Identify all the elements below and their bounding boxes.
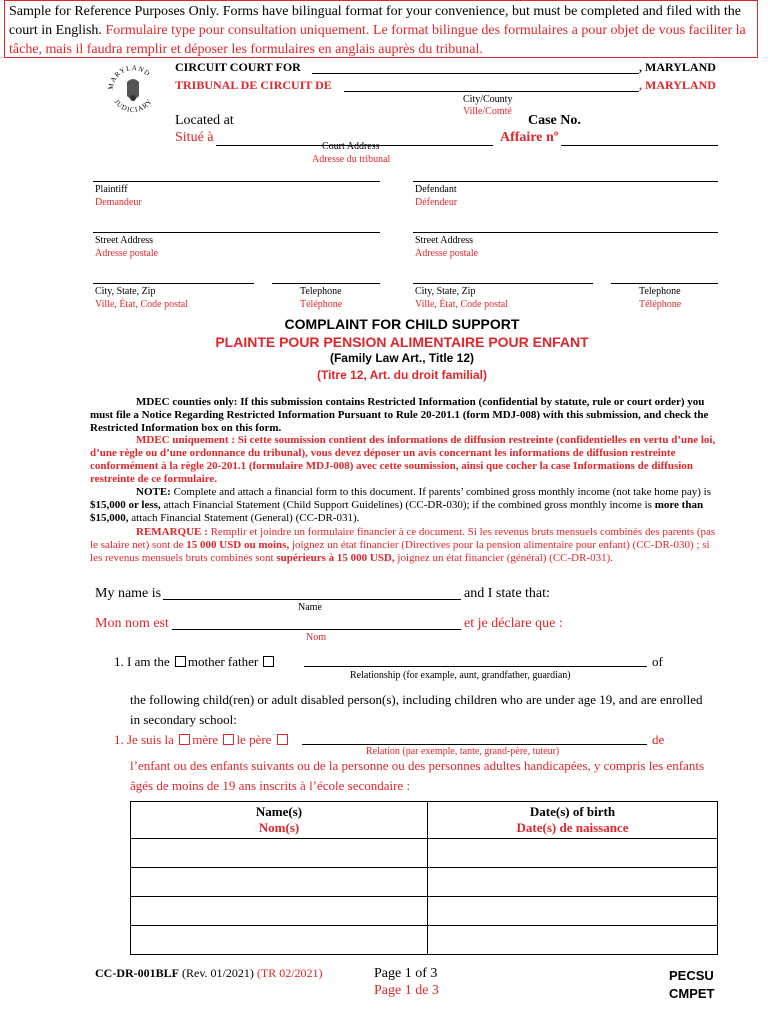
court-county-line[interactable] — [312, 73, 639, 74]
child-name-cell[interactable] — [131, 868, 428, 897]
child-dob-cell[interactable] — [428, 839, 718, 868]
i-state-label: and I state that: — [464, 586, 550, 601]
plaintiff-phone-caption-fr: Téléphone — [300, 299, 343, 310]
mdec-notice-en: MDEC counties only: If this submission contains Restricted Information (confidential by statute, rule or court order) you must file a Notice Regarding Restricted Information Pursuant to Rule 20-201.1 (form MDJ-008) with this submission, and check the Restricted Information box on this form. — [90, 396, 709, 434]
mon-nom-label: Mon nom est — [95, 616, 169, 631]
children-table — [130, 801, 718, 955]
nom-caption: Nom — [306, 632, 326, 643]
child-name-cell[interactable] — [131, 839, 428, 868]
note-threshold-high: more than $15,000, — [90, 499, 704, 524]
defendant-city-line[interactable] — [413, 283, 593, 284]
relation-line[interactable] — [302, 744, 647, 745]
plaintiff-city-caption-fr: Ville, État, Code postal — [95, 299, 188, 310]
note-text-e: attach Financial Statement (General) (CC-DR-031). — [128, 512, 360, 524]
defendeur-caption: Défendeur — [415, 197, 458, 208]
plaintiff-phone-line[interactable] — [272, 283, 380, 284]
father-checkbox[interactable] — [263, 656, 274, 667]
names-header-en: Name(s) — [255, 804, 303, 819]
table-row — [131, 897, 718, 926]
maryland-label-en: , MARYLAND — [639, 60, 716, 74]
defendant-phone-line[interactable] — [611, 283, 718, 284]
plaintiff-street-line[interactable] — [93, 232, 380, 233]
reference-banner — [4, 0, 758, 58]
relation-caption: Relation (par exemple, tante, grand-père, tuteur) — [366, 746, 560, 757]
father-label: father — [227, 654, 259, 669]
court-address-caption-en: Court Address — [322, 141, 380, 152]
plaintiff-city-caption: City, State, Zip — [95, 286, 156, 297]
court-label-fr: TRIBUNAL DE CIRCUIT DE — [175, 78, 332, 92]
maryland-judiciary-seal — [105, 60, 160, 115]
court-label-en: CIRCUIT COURT FOR — [175, 60, 301, 74]
defendant-street-caption-fr: Adresse postale — [415, 248, 479, 259]
pere-label: le père — [236, 732, 272, 747]
demandeur-caption: Demandeur — [95, 197, 142, 208]
plaintiff-line[interactable] — [93, 181, 380, 182]
form-code-cmpet: CMPET — [669, 986, 715, 1001]
form-revision: (Rev. 01/2021) — [179, 966, 254, 980]
table-row — [131, 868, 718, 897]
note-en — [90, 486, 720, 525]
relationship-caption: Relationship (for example, aunt, grandfather, guardian) — [350, 670, 571, 681]
nom-input-line[interactable] — [172, 629, 461, 630]
child-name-cell[interactable] — [131, 926, 428, 955]
form-code-line — [95, 966, 323, 981]
defendant-phone-caption: Telephone — [639, 286, 681, 297]
plaintiff-street-caption: Street Address — [95, 235, 154, 246]
situe-label: Situé à — [175, 130, 214, 145]
mere-label: mère — [192, 732, 219, 747]
form-translation-revision: (TR 02/2021) — [253, 966, 323, 980]
child-dob-cell[interactable] — [428, 868, 718, 897]
names-header-fr: Nom(s) — [258, 820, 300, 835]
table-row — [131, 839, 718, 868]
note-text-c: attach Financial Statement (Child Support Guidelines) (CC-DR-030); if the combined gross monthly income is — [160, 499, 655, 511]
mere-checkbox[interactable] — [179, 734, 190, 745]
dob-header-en: Date(s) of birth — [529, 804, 616, 819]
maryland-label-fr: , MARYLAND — [639, 78, 716, 92]
form-code: CC-DR-001BLF — [95, 966, 179, 980]
table-row — [131, 926, 718, 955]
plaintiff-street-caption-fr: Adresse postale — [95, 248, 159, 259]
note-threshold-low: $15,000 or less, — [90, 499, 161, 511]
dob-header — [428, 802, 718, 839]
seal-top-text: MARYLAND — [106, 63, 153, 91]
defendant-city-caption: City, State, Zip — [415, 286, 476, 297]
seal-bottom-text: JUDICIARY — [112, 97, 155, 115]
located-at-label: Located at — [175, 113, 234, 128]
plaintiff-city-line[interactable] — [93, 283, 254, 284]
plaintiff-phone-caption: Telephone — [300, 286, 342, 297]
relationship-line[interactable] — [304, 666, 647, 667]
pere-checkbox[interactable] — [277, 734, 288, 745]
my-name-label: My name is — [95, 586, 162, 601]
affaire-label: Affaire nº — [500, 130, 559, 145]
names-header — [131, 802, 428, 839]
page-number-fr: Page 1 de 3 — [374, 983, 439, 998]
form-subtitle-en: (Family Law Art., Title 12) — [329, 351, 475, 365]
pere-checkbox-left[interactable] — [223, 734, 234, 745]
plaintiff-caption: Plaintiff — [95, 184, 128, 195]
defendant-street-line[interactable] — [413, 232, 718, 233]
defendant-street-caption: Street Address — [415, 235, 474, 246]
form-code-pecsu: PECSU — [669, 968, 714, 983]
case-number-line[interactable] — [561, 145, 718, 146]
mdec-notice-fr: MDEC uniquement : Si cette soumission contient des informations de diffusion restreinte (confidentielles en vertu d’une loi, d’une règle ou d’une ordonnance du tribunal), vous devez déposer un avis concernant les informations de diffusion restreinte conformément à la règle 20-201.1 (formulaire MDJ-008) avec cette soumission, ainsi que cocher la case Informations de diffusion restreinte de ce formulaire. — [90, 434, 716, 485]
item1-text-fr: l’enfant ou des enfants suivants ou de la personne ou des personnes adultes handicapées, y compris les enfants âgés de moins de 19 ans inscrits à l’école secondaire : — [130, 758, 705, 793]
remarque-text-a: Remplir et joindre un formulaire financier à ce document. Si les revenus bruts mensuels combinés des parents (pas le salaire net) sont de — [90, 526, 716, 551]
remarque-text-c: joignez un état financier (Directives pour la pension alimentaire pour enfant) (CC-DR-030) ; si les revenus mensuels bruts combinés sont — [90, 539, 710, 564]
mother-checkbox[interactable] — [175, 656, 186, 667]
defendant-city-caption-fr: Ville, État, Code postal — [415, 299, 508, 310]
page-number-en: Page 1 of 3 — [374, 966, 438, 981]
note-text-a: Complete and attach a financial form to this document. If parents’ combined gross monthly income (not take home pay) is — [170, 486, 712, 498]
item1-label-fr: 1. Je suis la — [114, 732, 174, 747]
child-name-cell[interactable] — [131, 897, 428, 926]
banner-french: Formulaire type pour consultation uniquement. Le format bilingue des formulaires a pour objet de vous faciliter la tâche, mais il faudra remplir et déposer les formulaires en anglais auprès du tribunal. — [9, 23, 746, 57]
form-title-fr: PLAINTE POUR PENSION ALIMENTAIRE POUR ENFANT — [215, 334, 589, 350]
child-dob-cell[interactable] — [428, 897, 718, 926]
form-subtitle-fr: (Titre 12, Art. du droit familial) — [316, 368, 488, 382]
item1-text-en: the following child(ren) or adult disabled person(s), including children who are under age 19, and are enrolled in secondary school: — [130, 692, 703, 727]
form-title-en: COMPLAINT FOR CHILD SUPPORT — [284, 316, 520, 332]
item1-label: 1. I am the — [114, 654, 170, 669]
court-address-caption-fr: Adresse du tribunal — [312, 154, 391, 165]
item1-fr — [114, 732, 290, 748]
of-label: of — [652, 654, 663, 669]
je-declare-label: et je déclare que : — [464, 616, 563, 631]
defendant-caption: Defendant — [415, 184, 457, 195]
dob-header-fr: Date(s) de naissance — [516, 820, 629, 835]
de-label: de — [652, 732, 665, 747]
city-county-caption-fr: Ville/Comté — [463, 106, 512, 117]
remarque-threshold-low: 15 000 USD ou moins, — [186, 539, 290, 551]
note-label: NOTE: — [136, 486, 171, 498]
child-dob-cell[interactable] — [428, 926, 718, 955]
mother-label: mother — [187, 654, 225, 669]
name-input-line[interactable] — [163, 599, 461, 600]
defendant-line[interactable] — [413, 181, 718, 182]
remarque-text-e: joignez un état financier (général) (CC-DR-031). — [394, 552, 614, 564]
remarque-threshold-high: supérieurs à 15 000 USD, — [276, 552, 395, 564]
case-no-label: Case No. — [528, 113, 581, 128]
remarque-label: REMARQUE : — [136, 526, 208, 538]
item1-en — [114, 654, 276, 670]
remarque-fr — [90, 526, 720, 565]
banner-english: Sample for Reference Purposes Only. Forms have bilingual format for your convenience, but must be completed and filed with the court in English. — [9, 4, 741, 38]
court-county-line-fr[interactable] — [344, 91, 639, 92]
defendant-phone-caption-fr: Téléphone — [639, 299, 682, 310]
city-county-caption-en: City/County — [463, 94, 513, 105]
name-caption: Name — [298, 602, 322, 613]
